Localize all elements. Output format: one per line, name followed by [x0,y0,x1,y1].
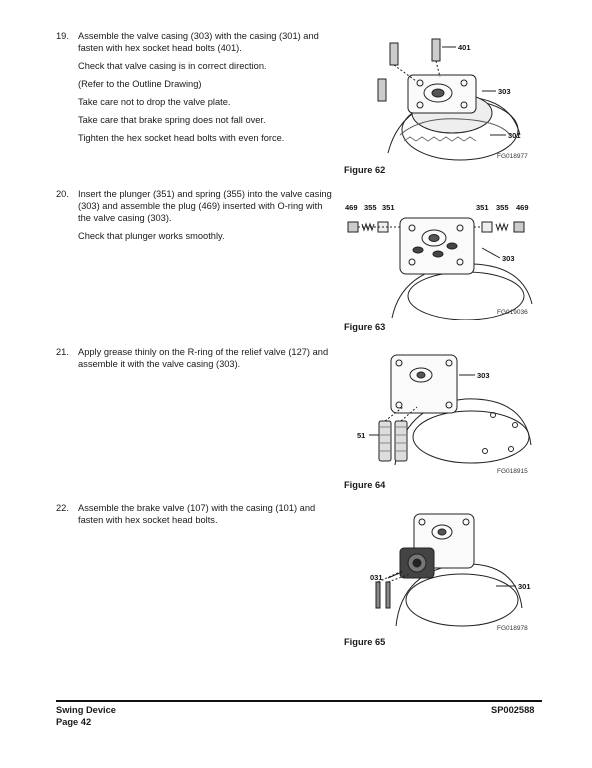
callout-303: 303 [502,254,515,263]
callout-355: 355 [496,203,509,212]
step-number: 22. [56,503,69,513]
step-paragraph: Check that valve casing is in correct direction. [78,61,267,71]
callout-351: 351 [476,203,489,212]
callout-469: 469 [516,203,529,212]
figure-code: FG018915 [497,468,528,475]
step-body [78,188,334,248]
step-paragraph: Assemble the valve casing (303) with the casing (301) and fasten with hex socket head bolts (401). [78,31,319,53]
callout-301: 301 [508,131,521,140]
step-paragraph: (Refer to the Outline Drawing) [78,79,202,89]
figure-63-illustration [342,200,542,320]
footer-doc-code: SP002588 [491,705,535,715]
step-number: 19. [56,31,69,41]
callout-031: 031 [370,573,383,582]
step-body [78,346,334,376]
figure-62-illustration [360,35,540,165]
figure-64-illustration [355,345,535,473]
figure-caption: Figure 63 [344,322,386,332]
footer-section-title: Swing Device [56,705,116,715]
callout-303: 303 [477,371,490,380]
callout-303: 303 [498,87,511,96]
footer-rule [56,700,542,702]
step-paragraph: Apply grease thinly on the R-ring of the relief valve (127) and assemble it with the valve casing (303). [78,347,329,369]
callout-301: 301 [518,582,531,591]
callout-469: 469 [345,203,358,212]
step-paragraph: Take care that brake spring does not fall over. [78,115,266,125]
callout-355: 355 [364,203,377,212]
figure-caption: Figure 64 [344,480,386,490]
figure-code: FG018978 [497,625,528,632]
figure-code: FG018977 [497,153,528,160]
figure-65-illustration [366,508,542,632]
step-paragraph: Insert the plunger (351) and spring (355) into the valve casing (303) and assemble the plug (469) inserted with O-ring with the valve casing (303). [78,189,332,223]
step-paragraph: Check that plunger works smoothly. [78,231,225,241]
figure-code: FG019036 [497,309,528,316]
callout-401: 401 [458,43,471,52]
footer-page-number: Page 42 [56,717,92,727]
figure-caption: Figure 65 [344,637,386,647]
callout-51: 51 [357,431,366,440]
callout-351: 351 [382,203,395,212]
step-body [78,502,334,532]
step-body [78,30,334,150]
step-paragraph: Tighten the hex socket head bolts with even force. [78,133,285,143]
figure-caption: Figure 62 [344,165,386,175]
step-number: 21. [56,347,69,357]
step-paragraph: Assemble the brake valve (107) with the casing (101) and fasten with hex socket head bolts. [78,503,316,525]
step-number: 20. [56,189,69,199]
step-paragraph: Take care not to drop the valve plate. [78,97,231,107]
